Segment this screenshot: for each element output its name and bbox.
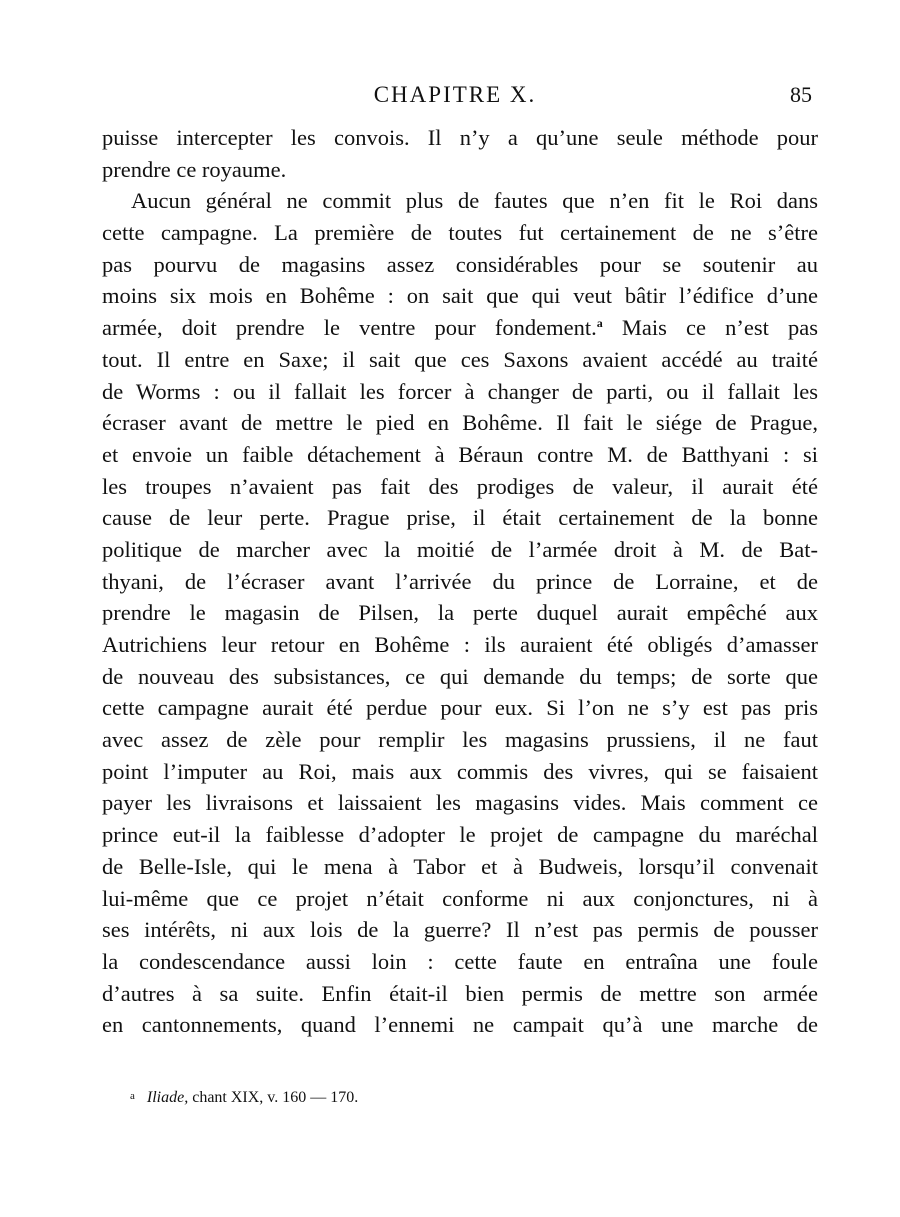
text-line: payer les livraisons et laissaient les magasins vides. Mais comment ce bbox=[102, 790, 818, 816]
footnote-work-title: Iliade, bbox=[146, 1089, 189, 1106]
body-text bbox=[102, 122, 818, 1041]
running-head bbox=[0, 78, 900, 112]
text-line: cette campagne aurait été perdue pour eux. Si l’on ne s’y est pas pris bbox=[102, 695, 818, 721]
text-line: ses intérêts, ni aux lois de la guerre? Il n’est pas permis de pousser bbox=[102, 917, 818, 943]
footnote-reference[interactable]: a bbox=[596, 316, 603, 331]
text-line: puisse intercepter les convois. Il n’y a qu’une seule méthode pour bbox=[102, 125, 818, 150]
text-line: Autrichiens leur retour en Bohême : ils auraient été obligés d’amasser bbox=[102, 632, 818, 657]
text-segment: Mais ce n’est pas bbox=[621, 315, 818, 341]
footnote bbox=[130, 1084, 820, 1110]
text-line: prendre ce royaume. bbox=[102, 156, 287, 182]
text-line: point l’imputer au Roi, mais aux commis des vivres, qui se faisaient bbox=[102, 758, 818, 784]
text-line: les troupes n’avaient pas fait des prodiges de valeur, il aurait été bbox=[102, 473, 818, 499]
text-line: d’autres à sa suite. Enfin était-il bien permis de mettre son armée bbox=[102, 980, 818, 1006]
text-line: cause de leur perte. Prague prise, il était certainement de la bonne bbox=[102, 505, 818, 531]
text-line: thyani, de l’écraser avant l’arrivée du prince de Lorraine, et de bbox=[102, 568, 818, 594]
paragraph-start-line: Aucun général ne commit plus de fautes que n’en fit le Roi dans bbox=[131, 188, 818, 214]
text-segment: armée, doit prendre le ventre pour fondement. bbox=[102, 315, 597, 341]
text-line: pas pourvu de magasins assez considérables pour se soutenir au bbox=[102, 251, 818, 277]
chapter-title: CHAPITRE X. bbox=[373, 82, 537, 107]
page-number: 85 bbox=[790, 82, 812, 107]
text-line: la condescendance aussi loin : cette faute en entraîna une foule bbox=[102, 948, 818, 974]
text-line: en cantonnements, quand l’ennemi ne campait qu’à une marche de bbox=[102, 1012, 818, 1038]
text-line: cette campagne. La première de toutes fut certainement de ne s’être bbox=[102, 220, 818, 246]
footnote-marker: a bbox=[130, 1090, 135, 1102]
text-line: lui-même que ce projet n’était conforme ni aux conjonctures, ni à bbox=[102, 885, 818, 911]
text-line: de Worms : ou il fallait les forcer à changer de parti, ou il fallait les bbox=[102, 378, 818, 404]
text-line: tout. Il entre en Saxe; il sait que ces Saxons avaient accédé au traité bbox=[102, 346, 818, 372]
footnote-text: chant XIX, v. 160 — 170. bbox=[192, 1089, 359, 1106]
text-line: avec assez de zèle pour remplir les magasins prussiens, il ne faut bbox=[102, 727, 818, 753]
text-line: moins six mois en Bohême : on sait que qui veut bâtir l’édifice d’une bbox=[102, 283, 818, 309]
text-line: de nouveau des subsistances, ce qui demande du temps; de sorte que bbox=[102, 663, 818, 689]
text-line: politique de marcher avec la moitié de l’armée droit à M. de Bat- bbox=[102, 536, 818, 562]
text-line: prince eut-il la faiblesse d’adopter le projet de campagne du maréchal bbox=[102, 822, 818, 848]
text-line: prendre le magasin de Pilsen, la perte duquel aurait empêché aux bbox=[102, 600, 818, 626]
text-line: de Belle-Isle, qui le mena à Tabor et à Budweis, lorsqu’il convenait bbox=[102, 853, 818, 879]
text-line: et envoie un faible détachement à Béraun contre M. de Batthyani : si bbox=[102, 441, 818, 467]
text-line: écraser avant de mettre le pied en Bohême. Il fait le siége de Prague, bbox=[102, 410, 818, 436]
text-line-with-footnote-ref bbox=[102, 312, 818, 344]
